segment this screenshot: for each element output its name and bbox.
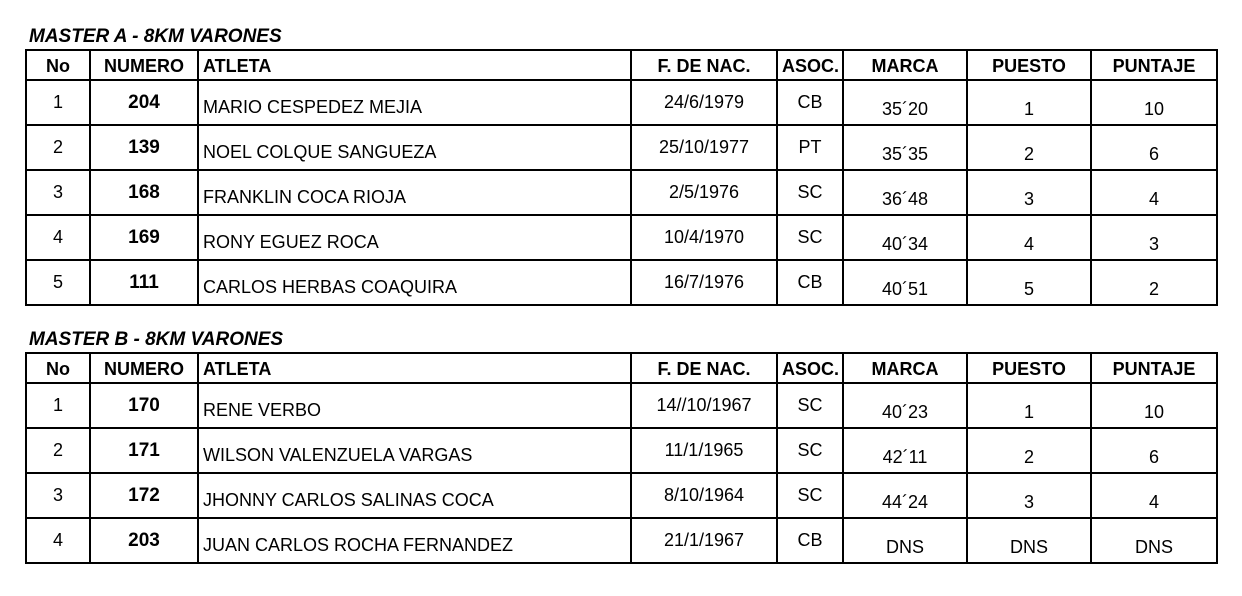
cell-asoc: CB (777, 80, 843, 125)
cell-puntaje: 6 (1091, 428, 1217, 473)
cell-no: 5 (26, 260, 90, 305)
table-body-b (26, 383, 1217, 563)
cell-marca: 44´24 (843, 473, 967, 518)
cell-no: 3 (26, 170, 90, 215)
cell-puesto: 4 (967, 215, 1091, 260)
cell-no: 2 (26, 125, 90, 170)
section-title: MASTER A - 8KM VARONES (29, 26, 282, 47)
cell-numero: 111 (90, 260, 198, 305)
cell-puntaje: 4 (1091, 170, 1217, 215)
table-row (26, 428, 1217, 473)
results-table (25, 49, 1218, 306)
cell-asoc: PT (777, 125, 843, 170)
cell-puesto: 1 (967, 383, 1091, 428)
cell-fnac: 8/10/1964 (631, 473, 777, 518)
cell-no: 4 (26, 215, 90, 260)
table-body-a (26, 80, 1217, 305)
cell-asoc: SC (777, 383, 843, 428)
cell-atleta: JHONNY CARLOS SALINAS COCA (198, 473, 631, 518)
col-header-atleta: ATLETA (198, 50, 631, 80)
cell-no: 1 (26, 80, 90, 125)
cell-numero: 169 (90, 215, 198, 260)
cell-fnac: 24/6/1979 (631, 80, 777, 125)
cell-marca: 40´23 (843, 383, 967, 428)
cell-atleta: JUAN CARLOS ROCHA FERNANDEZ (198, 518, 631, 563)
table-row (26, 473, 1217, 518)
cell-puntaje: 3 (1091, 215, 1217, 260)
section-master-a (25, 26, 1218, 306)
cell-marca: 40´51 (843, 260, 967, 305)
cell-puesto: 2 (967, 125, 1091, 170)
cell-atleta: FRANKLIN COCA RIOJA (198, 170, 631, 215)
section-title: MASTER B - 8KM VARONES (29, 329, 284, 350)
col-header-no: No (26, 353, 90, 383)
cell-numero: 204 (90, 80, 198, 125)
cell-fnac: 14//10/1967 (631, 383, 777, 428)
cell-puntaje: 10 (1091, 80, 1217, 125)
cell-atleta: NOEL COLQUE SANGUEZA (198, 125, 631, 170)
cell-numero: 170 (90, 383, 198, 428)
header-row (26, 353, 1217, 383)
cell-numero: 168 (90, 170, 198, 215)
cell-asoc: SC (777, 215, 843, 260)
header-row (26, 50, 1217, 80)
cell-no: 1 (26, 383, 90, 428)
cell-no: 3 (26, 473, 90, 518)
table-row (26, 215, 1217, 260)
col-header-puesto: PUESTO (967, 50, 1091, 80)
col-header-puntaje: PUNTAJE (1091, 353, 1217, 383)
cell-marca: 36´48 (843, 170, 967, 215)
section-master-b (25, 329, 1218, 564)
cell-puesto: 3 (967, 170, 1091, 215)
col-header-asoc: ASOC. (777, 50, 843, 80)
cell-asoc: CB (777, 518, 843, 563)
cell-atleta: WILSON VALENZUELA VARGAS (198, 428, 631, 473)
table-row (26, 383, 1217, 428)
cell-numero: 172 (90, 473, 198, 518)
table-row (26, 260, 1217, 305)
cell-puntaje: DNS (1091, 518, 1217, 563)
cell-numero: 203 (90, 518, 198, 563)
cell-asoc: SC (777, 473, 843, 518)
cell-asoc: SC (777, 428, 843, 473)
cell-marca: DNS (843, 518, 967, 563)
cell-puesto: DNS (967, 518, 1091, 563)
col-header-numero: NUMERO (90, 50, 198, 80)
col-header-atleta: ATLETA (198, 353, 631, 383)
cell-fnac: 11/1/1965 (631, 428, 777, 473)
cell-puntaje: 10 (1091, 383, 1217, 428)
cell-puntaje: 4 (1091, 473, 1217, 518)
cell-numero: 171 (90, 428, 198, 473)
col-header-fnac: F. DE NAC. (631, 50, 777, 80)
table-row (26, 518, 1217, 563)
table-row (26, 80, 1217, 125)
col-header-marca: MARCA (843, 353, 967, 383)
cell-atleta: MARIO CESPEDEZ MEJIA (198, 80, 631, 125)
cell-no: 2 (26, 428, 90, 473)
cell-puesto: 2 (967, 428, 1091, 473)
col-header-puntaje: PUNTAJE (1091, 50, 1217, 80)
cell-numero: 139 (90, 125, 198, 170)
cell-atleta: RENE VERBO (198, 383, 631, 428)
cell-fnac: 16/7/1976 (631, 260, 777, 305)
col-header-asoc: ASOC. (777, 353, 843, 383)
col-header-marca: MARCA (843, 50, 967, 80)
cell-fnac: 25/10/1977 (631, 125, 777, 170)
cell-no: 4 (26, 518, 90, 563)
cell-puesto: 1 (967, 80, 1091, 125)
cell-marca: 42´11 (843, 428, 967, 473)
cell-asoc: SC (777, 170, 843, 215)
results-table (25, 352, 1218, 564)
col-header-fnac: F. DE NAC. (631, 353, 777, 383)
cell-marca: 40´34 (843, 215, 967, 260)
cell-fnac: 10/4/1970 (631, 215, 777, 260)
col-header-no: No (26, 50, 90, 80)
table-row (26, 170, 1217, 215)
cell-marca: 35´20 (843, 80, 967, 125)
cell-atleta: RONY EGUEZ ROCA (198, 215, 631, 260)
col-header-puesto: PUESTO (967, 353, 1091, 383)
table-row (26, 125, 1217, 170)
cell-puntaje: 6 (1091, 125, 1217, 170)
col-header-numero: NUMERO (90, 353, 198, 383)
cell-asoc: CB (777, 260, 843, 305)
cell-puntaje: 2 (1091, 260, 1217, 305)
cell-fnac: 21/1/1967 (631, 518, 777, 563)
cell-puesto: 5 (967, 260, 1091, 305)
cell-fnac: 2/5/1976 (631, 170, 777, 215)
cell-marca: 35´35 (843, 125, 967, 170)
cell-atleta: CARLOS HERBAS COAQUIRA (198, 260, 631, 305)
cell-puesto: 3 (967, 473, 1091, 518)
